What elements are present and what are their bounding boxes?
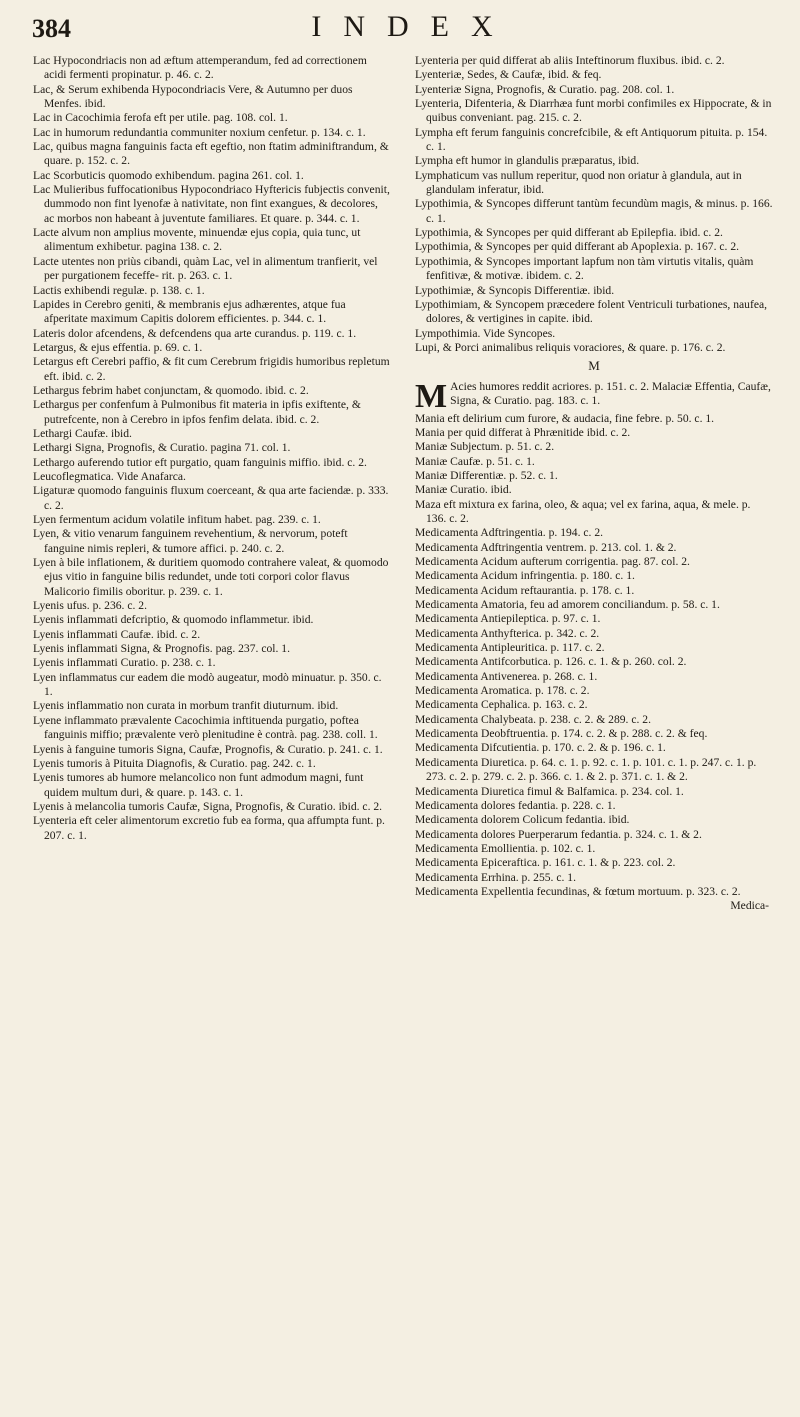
index-entry: Lethargus per confenfum à Pulmonibus fit materia in ipfis exiftente, & putrefcente, non à Cerebro in ipfos fenfim delata. ibid. c. 2. [33, 398, 361, 426]
index-entry: Lympothimia. Vide Syncopes. [415, 326, 556, 340]
page-header [32, 10, 772, 50]
index-entry: Lac Scorbuticis quomodo exhibendum. pagina 261. col. 1. [33, 168, 304, 182]
index-entry: Medicamenta Antipleuritica. p. 117. c. 2. [415, 641, 605, 655]
index-entry: Ligaturæ quomodo fanguinis fluxum coerceant, & qua arte faciendæ. p. 333. c. 2. [33, 484, 389, 512]
index-entry: Lacte alvum non amplius movente, minuendæ ejus copia, quia tunc, ut alimentum exhibetur. pagina 138. c. 2. [33, 226, 361, 254]
index-entry: Lyenis inflammati Caufæ. ibid. c. 2. [33, 627, 201, 641]
index-entry: Medicamenta Expellentia fecundinas, & fœtum mortuum. p. 323. c. 2. [415, 884, 741, 898]
index-entry: Mania eft delirium cum furore, & audacia, fine febre. p. 50. c. 1. [415, 411, 715, 425]
index-entry: Medicamenta Anthyfterica. p. 342. c. 2. [415, 626, 600, 640]
index-entry: Medicamenta Emollientia. p. 102. c. 1. [415, 841, 596, 855]
index-entry: Maza eft mixtura ex farina, oleo, & aqua; vel ex farina, aqua, & mele. p. 136. c. 2. [415, 497, 751, 525]
page-number: 384 [32, 14, 71, 43]
index-entry: Maniæ Differentiæ. p. 52. c. 1. [415, 468, 558, 482]
catchword: Medica- [730, 899, 769, 913]
dropcap-letter: M [415, 377, 448, 415]
index-entry: Lyen, & vitio venarum fanguinem revehentium, & nervorum, poteft fanguine nimis repleri, & tumore affici. p. 240. c. 2. [33, 527, 348, 555]
index-entry: Lypothimia, & Syncopes per quid differant ab Apoplexia. p. 167. c. 2. [415, 240, 740, 254]
index-entry: Lyenis inflammati Curatio. p. 238. c. 1. [33, 656, 216, 670]
index-entry: Lyenis inflammati defcriptio, & quomodo inflammetur. ibid. [33, 613, 314, 627]
index-entry: Lac Mulieribus fuffocationibus Hypocondriaco Hyftericis fubjectis convenit, dummodo non fint lyenofæ à nativitate, non fint exangues, & decolores, ac morbos non habeant à juventute familiares. Et quare. p. 344. c. 1. [33, 183, 390, 225]
index-entry: Lac, & Serum exhibenda Hypocondriacis Vere, & Autumno per duos Menfes. ibid. [33, 82, 353, 111]
index-entry: Medicamenta Antivenerea. p. 268. c. 1. [415, 669, 598, 683]
index-entry: Lyenis à fanguine tumoris Signa, Caufæ, Prognofis, & Curatio. p. 241. c. 1. [33, 742, 383, 756]
index-entry: Lyen fermentum acidum volatile infitum habet. pag. 239. c. 1. [33, 513, 321, 526]
index-entry: Lypothimia, & Syncopes per quid differant ab Epilepfia. ibid. c. 2. [415, 226, 723, 240]
index-entry: Lyenteriæ, Sedes, & Caufæ, ibid. & feq. [415, 68, 602, 82]
index-entry: Lypothimia, & Syncopes differunt tantùm fecundùm magis, & minus. p. 166. c. 1. [415, 197, 773, 225]
index-entry: Medicamenta Antiepileptica. p. 97. c. 1. [415, 612, 601, 626]
index-entry: Medicamenta Adftringentia. p. 194. c. 2. [415, 526, 604, 540]
index-entry: Medicamenta Aromatica. p. 178. c. 2. [415, 684, 590, 698]
index-entry: Lethargi Caufæ. ibid. [33, 426, 132, 440]
index-entry: Medicamenta Acidum reftaurantia. p. 178. c. 1. [415, 583, 635, 597]
index-entry: Lethargi Signa, Prognofis, & Curatio. pagina 71. col. 1. [33, 441, 291, 455]
index-entry: Medicamenta Antifcorbutica. p. 126. c. 1. & p. 260. col. 2. [415, 655, 687, 669]
index-entry-text: Acies humores reddit acriores. p. 151. c. 2. [450, 379, 650, 393]
index-entry: Maniæ Caufæ. p. 51. c. 1. [415, 454, 535, 468]
index-entry-text-cont: Malaciæ Effentia, Caufæ, Signa, & Curatio. pag. 183. c. 1. [450, 379, 771, 407]
index-entry: Medicamenta Acidum infringentia. p. 180. c. 1. [415, 569, 635, 583]
index-entry: Lyenteria per quid differat ab aliis Inteftinorum fluxibus. ibid. c. 2. [415, 54, 725, 67]
index-entry: Lethargo auferendo tutior eft purgatio, quam fanguinis miffio. ibid. c. 2. [33, 455, 367, 469]
index-entry: Lyen inflammatus cur eadem die modò augeatur, modò minuatur. p. 350. c. 1. [33, 670, 382, 699]
index-entry: Lupi, & Porci animalibus reliquis voraciores, & quare. p. 176. c. 2. [415, 340, 726, 354]
index-entry: Lethargus febrim habet conjunctam, & quomodo. ibid. c. 2. [33, 383, 309, 397]
index-entry: Leucoflegmatica. Vide Anafarca. [33, 469, 186, 483]
index-entry-first-m [415, 377, 773, 415]
index-entry: Lympha eft ferum fanguinis concrefcibile, & eft Antiquorum pituita. p. 154. c. 1. [415, 125, 768, 154]
index-entry: Lac Hypocondriacis non ad æftum attemperandum, fed ad correctionem acidi fermenti propinatur. p. 46. c. 2. [33, 54, 367, 82]
index-entry: Lyenis tumores ab humore melancolico non funt admodum magni, funt quidem multum duri, & quare. p. 143. c. 1. [33, 771, 364, 799]
index-entry: Lyenis à melancolia tumoris Caufæ, Signa, Prognofis, & Curatio. ibid. c. 2. [33, 799, 383, 813]
index-entry: Lympha eft humor in glandulis præparatus, ibid. [415, 154, 640, 168]
index-entry: Medicamenta Diuretica fimul & Balfamica. p. 234. col. 1. [415, 784, 684, 798]
index-entry: Medicamenta Chalybeata. p. 238. c. 2. & 289. c. 2. [415, 712, 651, 726]
index-entry: Medicamenta Errhina. p. 255. c. 1. [415, 870, 576, 884]
index-entry: Lyen à bile inflationem, & duritiem quomodo contrahere valeat, & quomodo ejus vitio in fanguine bilis redundet, unde toti corpori color flavus Malicorio fimilis oboritur. p. 239. c. 1. [33, 556, 389, 598]
index-entry: Lac, quibus magna fanguinis facta eft egeftio, non ftatim adminiftrandum, & quare. p. 152. c. 2. [33, 140, 389, 168]
index-entry: Mania per quid differat à Phrænitide ibid. c. 2. [415, 425, 631, 439]
index-entry: Lymphaticum vas nullum reperitur, quod non oriatur à glandula, aut in glandulam inferatur, ibid. [415, 168, 742, 197]
index-entry: Maniæ Curatio. ibid. [415, 483, 512, 497]
index-entry: Lac in Cacochimia ferofa eft per utile. pag. 108. col. 1. [33, 111, 288, 125]
index-entry: Lyenis tumoris à Pituita Diagnofis, & Curatio. pag. 242. c. 1. [33, 756, 316, 770]
index-entry: Lactis exhibendi regulæ. p. 138. c. 1. [33, 283, 205, 297]
index-entry: Maniæ Subjectum. p. 51. c. 2. [415, 440, 555, 454]
index-entry: Lyenis inflammatio non curata in morbum tranfit diuturnum. ibid. [33, 699, 339, 713]
index-entry: Lacte utentes non priùs cibandi, quàm Lac, vel in alimentum tranfierit, vel per purgationem feceffe- rit. p. 263. c. 1. [33, 254, 378, 283]
index-entry: Lyene inflammato prævalente Cacochimia inftituenda purgatio, poftea fanguinis miffio; prævalente verò plenitudine è contrà. pag. 238. coll. 1. [33, 713, 378, 742]
index-entry: Lateris dolor afcendens, & defcendens qua arte curandus. p. 119. c. 1. [33, 326, 357, 340]
index-entry: Medicamenta Adftringentia ventrem. p. 213. col. 1. & 2. [415, 540, 677, 554]
right-column-bottom-entries [415, 412, 773, 900]
index-entry: Medicamenta dolores fedantia. p. 228. c. 1. [415, 798, 616, 812]
index-entry: Lyenis inflammati Signa, & Prognofis. pag. 237. col. 1. [33, 642, 290, 656]
index-entry: Letargus, & ejus effentia. p. 69. c. 1. [33, 340, 203, 354]
left-column [33, 54, 391, 843]
index-entry: Lypothimiæ, & Syncopis Differentiæ. ibid. [415, 283, 615, 297]
index-entry: Medicamenta Amatoria, feu ad amorem conciliandum. p. 58. c. 1. [415, 598, 720, 612]
index-entry: Lyenteriæ Signa, Prognofis, & Curatio. pag. 208. col. 1. [415, 82, 675, 96]
index-entry: Medicamenta Cephalica. p. 163. c. 2. [415, 698, 588, 712]
index-entry: Lapides in Cerebro geniti, & membranis ejus adhærentes, atque fua afperitate maximum Capitis dolorem efficientes. p. 344. c. 1. [33, 297, 346, 326]
index-entry: Medicamenta dolores Puerperarum fedantia. p. 324. c. 1. & 2. [415, 827, 702, 841]
index-entry: Medicamenta Difcutientia. p. 170. c. 2. & p. 196. c. 1. [415, 741, 666, 755]
index-entry: Medicamenta Diuretica. p. 64. c. 1. p. 92. c. 1. p. 101. c. 1. p. 247. c. 1. p. 273. c. 2. p. 279. c. 2. p. 366. c. 1. & 2. p. 371. c. 1. & 2. [415, 755, 757, 784]
right-column-top-entries [415, 54, 773, 355]
index-entry: Medicamenta dolorem Colicum fedantia. ibid. [415, 813, 630, 827]
index-entry: Medicamenta Acidum aufterum corrigentia. pag. 87. col. 2. [415, 555, 690, 568]
index-entry: Medicamenta Deobftruentia. p. 174. c. 2. & p. 288. c. 2. & feq. [415, 727, 708, 741]
index-entry: Lyenis ufus. p. 236. c. 2. [33, 599, 147, 613]
index-entry: Letargus eft Cerebri paffio, & fit cum Cerebrum frigidis humoribus repletum eft. ibid. c. 2. [33, 355, 390, 383]
right-column [415, 54, 773, 914]
index-entry: Lypothimia, & Syncopes important lapfum non tàm virtutis vitalis, quàm fenfitivæ, & motivæ. ibidem. c. 2. [415, 254, 754, 283]
section-letter: M [588, 358, 600, 374]
running-title: INDEX [311, 10, 515, 43]
index-entry: Lyenteria eft celer alimentorum excretio fub ea forma, qua affumpta funt. p. 207. c. 1. [33, 814, 385, 842]
index-entry: Lac in humorum redundantia communiter noxium cenfetur. p. 134. c. 1. [33, 125, 366, 139]
index-entry: Lypothimiam, & Syncopem præcedere folent Ventriculi turbationes, naufea, dolores, & vertigines in capite. ibid. [415, 297, 768, 326]
index-entry: Lyenteria, Difenteria, & Diarrhæa funt morbi confimiles ex Hippocrate, & in quibus conveniant. pag. 215. c. 2. [415, 97, 772, 125]
index-entry: Medicamenta Epiceraftica. p. 161. c. 1. & p. 223. col. 2. [415, 856, 676, 870]
